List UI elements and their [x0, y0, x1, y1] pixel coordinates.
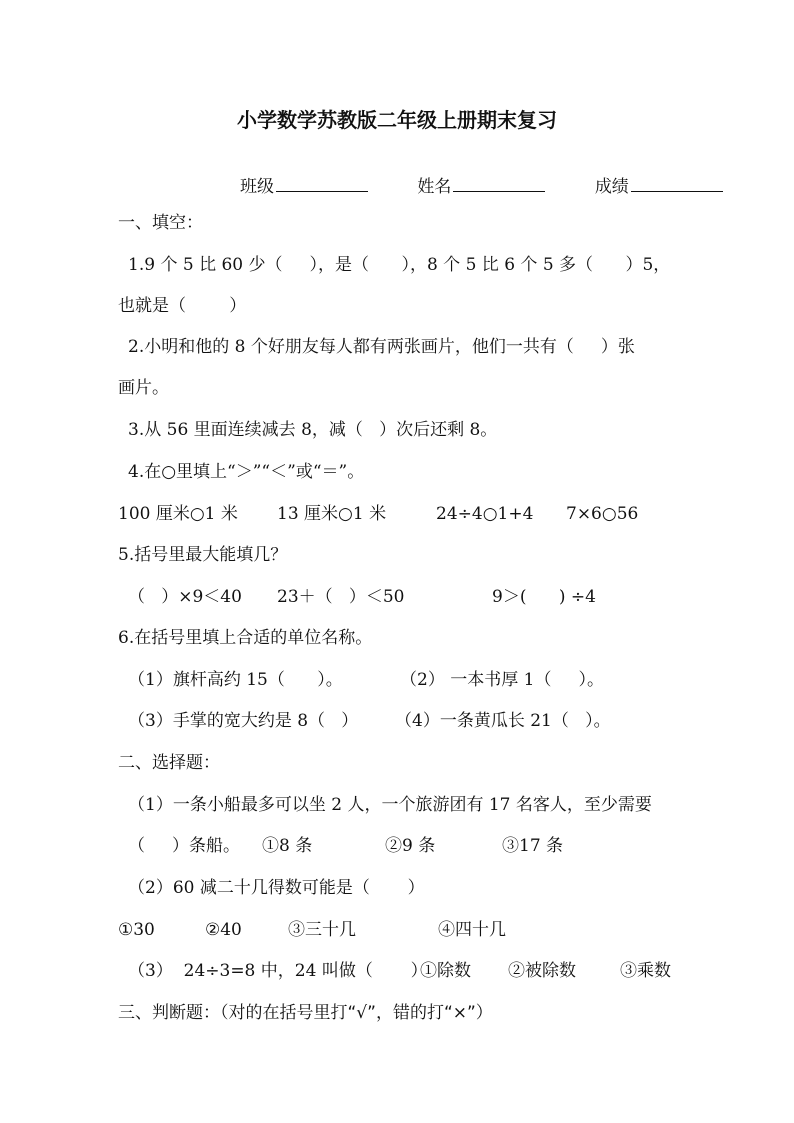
score-blank: [631, 177, 723, 192]
q6-item-1: （1）旗杆高约 15（ ）。: [128, 670, 343, 690]
section1-heading: 一、填空：: [118, 213, 203, 233]
class-field: 班级: [240, 177, 390, 197]
score-field: 成绩: [595, 177, 745, 197]
q5-item-1: （ ）×9＜40: [128, 587, 242, 607]
q6-item-4: （4）一条黄瓜长 21（ ）。: [395, 711, 611, 731]
q5-item-3: 9＞( ) ÷4: [492, 587, 596, 607]
c2-item-4: ④四十几: [438, 920, 506, 940]
q2-line1: 2.小明和他的 8 个好朋友每人都有两张画片，他们一共有（ ）张: [128, 337, 635, 357]
q1-line1: 1.9 个 5 比 60 少（ ），是（ ），8 个 5 比 6 个 5 多（ ）5，: [128, 255, 671, 275]
c1-item-1: （ ）条船。: [128, 836, 241, 856]
c2: （2）60 减二十几得数可能是（ ）: [128, 878, 425, 898]
q3: 3.从 56 里面连续减去 8，减（ ）次后还剩 8。: [128, 420, 498, 440]
class-blank: [276, 177, 368, 192]
c2-item-2: ②40: [205, 920, 242, 940]
page-title: 小学数学苏教版二年级上册期末复习: [237, 108, 557, 132]
student-info: [240, 172, 767, 197]
q6: 6.在括号里填上合适的单位名称。: [118, 628, 373, 648]
c2-item-1: ①30: [118, 920, 155, 940]
c1-line1: （1）一条小船最多可以坐 2 人，一个旅游团有 17 名客人，至少需要: [128, 795, 652, 815]
c3-item-1: （3） 24÷3=8 中，24 叫做（ ）: [128, 961, 428, 981]
c3-item-2: ①除数: [420, 961, 471, 981]
q6-item-2: （2） 一本书厚 1（ ）。: [400, 670, 604, 690]
c1-item-2: ①8 条: [262, 836, 313, 856]
c3-item-3: ②被除数: [508, 961, 576, 981]
name-blank: [453, 177, 545, 192]
c3-item-4: ③乘数: [620, 961, 671, 981]
q6-item-3: （3）手掌的宽大约是 8（ ）: [128, 711, 359, 731]
c1-item-3: ②9 条: [385, 836, 436, 856]
q4-item-3: 24÷4○1+4: [436, 504, 534, 524]
q1-line2: 也就是（ ）: [118, 296, 247, 316]
q5: 5.括号里最大能填几？: [118, 545, 288, 565]
q4-item-2: 13 厘米○1 米: [277, 504, 387, 524]
c1-item-4: ③17 条: [502, 836, 564, 856]
q2-line2: 画片。: [118, 378, 169, 398]
name-field: 姓名: [417, 177, 567, 197]
c2-item-3: ③三十几: [288, 920, 356, 940]
q4-item-4: 7×6○56: [566, 504, 639, 524]
section3-heading: 三、判断题：（对的在括号里打“√”，错的打“×”）: [118, 1003, 493, 1023]
q4-item-1: 100 厘米○1 米: [118, 504, 238, 524]
q4: 4.在○里填上“＞”“＜”或“＝”。: [128, 462, 365, 482]
q5-item-2: 23＋（ ）＜50: [277, 587, 405, 607]
section2-heading: 二、选择题：: [118, 753, 220, 773]
